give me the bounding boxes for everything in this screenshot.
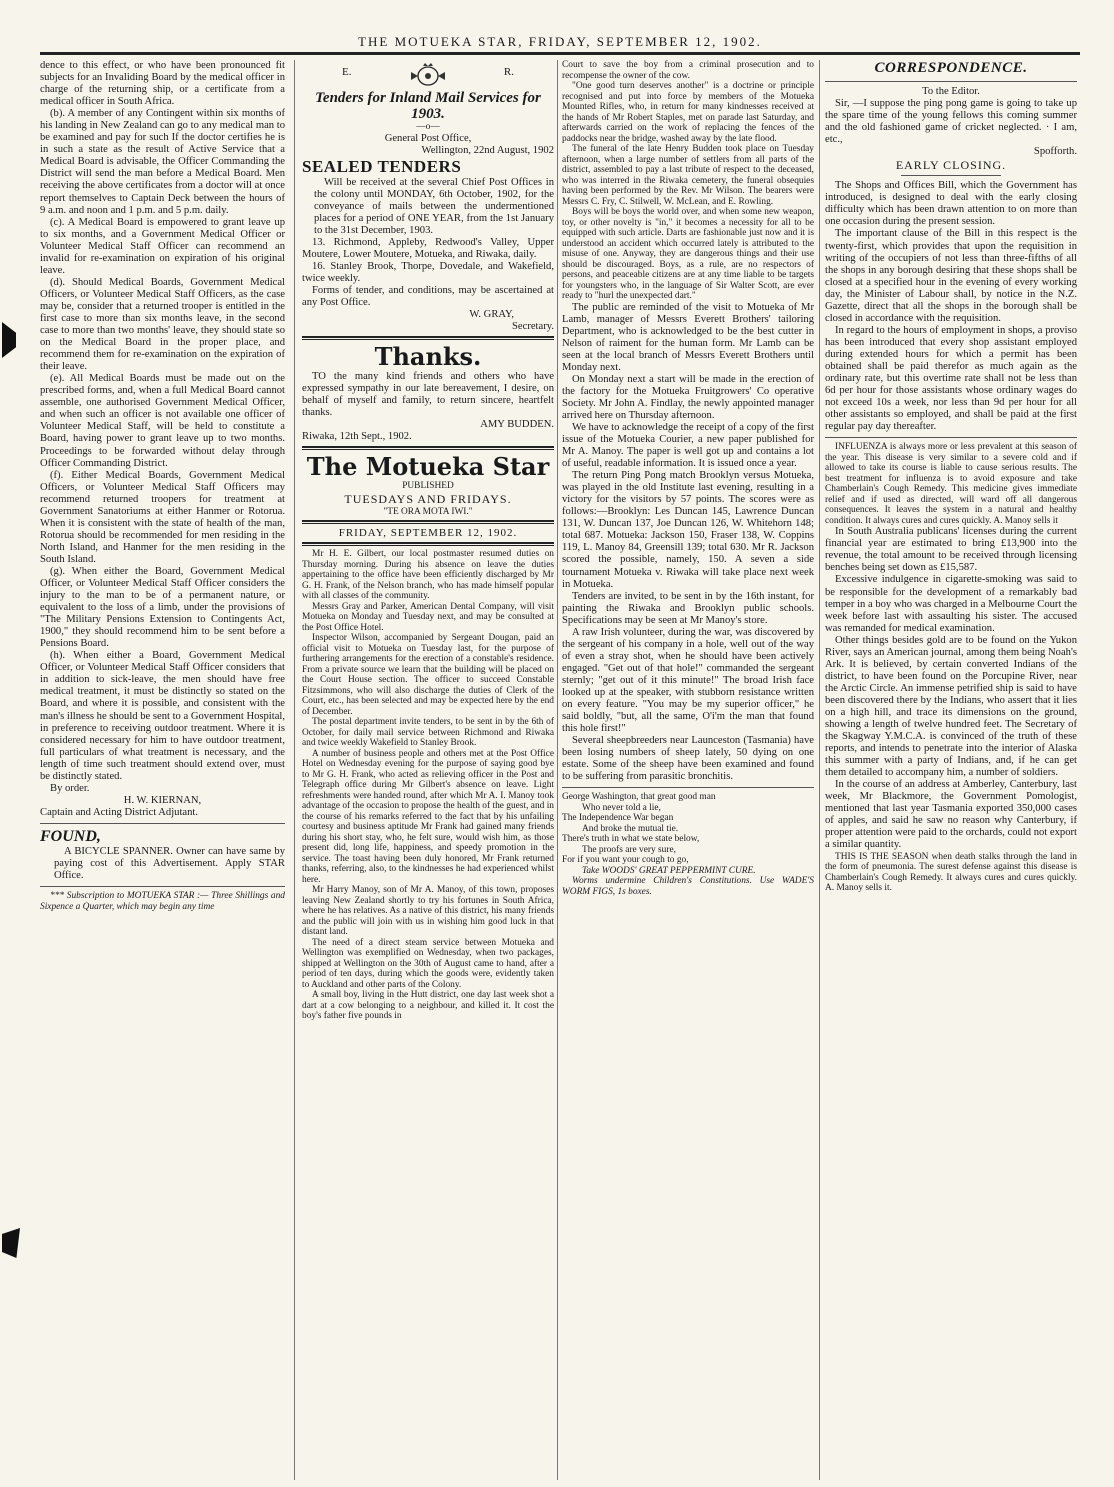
news-paragraph: Mr H. E. Gilbert, our local postmaster resumed duties on Thursday morning. During his absence on leave the duties appertaining to the office have been efficiently discharged by Mr G. H. Frank, of the Nelson branch, who has made himself popular with all classes of the community. bbox=[302, 549, 554, 602]
paper-title: The Motueka Star bbox=[306, 452, 550, 482]
poem-line: George Washington, that great good man bbox=[562, 792, 716, 803]
tender-route-16: 16. Stanley Brook, Thorpe, Dovedale, and Wakefield, twice weekly. bbox=[302, 260, 554, 284]
column-3 bbox=[562, 60, 814, 1480]
divider bbox=[40, 823, 285, 824]
margin-mark bbox=[2, 1228, 20, 1258]
season-ad: THIS IS THE SEASON when death stalks through the land in the form of pneumonia. The surest defense against this disease is Chamberlain's Cough Remedy. It always cures and cures quickly. A. Manoy sells it. bbox=[825, 851, 1077, 894]
article-paragraph: In South Australia publicans' licenses during the current financial year are estimated to bring £13,900 into the revenue, the total amount to be received through licensing benches being set down as £15,587. bbox=[825, 526, 1077, 574]
correspondence-heading: CORRESPONDENCE. bbox=[874, 60, 1028, 76]
article-paragraph: In the course of an address at Amberley, Canterbury, last week, Mr Blackmore, the Government Pomologist, mentioned that last year Tasmania exported 350,000 cases of apples, and said he saw no reason why Canterbury, if proper attention were paid to the orchards, could not export a similar quantity. bbox=[825, 779, 1077, 851]
masthead: THE MOTUEKA STAR, FRIDAY, SEPTEMBER 12, 1902. bbox=[358, 34, 762, 49]
divider bbox=[825, 81, 1077, 82]
worm-figs-ad: Worms undermine Children's Constitutions. Use WADE'S WORM FIGS, 1s boxes. bbox=[562, 876, 814, 897]
news-paragraph: The funeral of the late Henry Budden took place on Tuesday afternoon, when a large number of settlers from all parts of the district, assembled to pay a last tribute of respect to the deceased, who was interred in the Riwaka cemetery, the funeral obsequies having been performed by the Rev. Mr Wilson. The bearers were Messrs C. Fry, C. Stilwell, W. McLean, and E. Rowling. bbox=[562, 144, 814, 207]
news-paragraph: On Monday next a start will be made in the erection of the factory for the Motueka Fruitgrowers' Co operative Society. Mr John A. Findlay, the newly appointed manager arrived here on Thursday afternoon. bbox=[562, 373, 814, 421]
divider bbox=[302, 336, 554, 340]
news-paragraph: "One good turn deserves another" is a doctrine or principle recognised and put into force by members of the Motueka Mounted Rifles, who, in return for many kindnesses received at the hands of Mr Robert Staples, met on parade last Saturday, and afterwards carried on the work of replacing the fences of the paddocks near the bridge, washed away by the late flood. bbox=[562, 81, 814, 144]
poem-line: The Independence War began bbox=[562, 813, 674, 824]
news-paragraph: A number of business people and others met at the Post Office Hotel on Wednesday evening for the purpose of saying good bye to Mr G. H. Frank, who acted as relieving officer in the Post and Telegraph office during Mr Gilbert's absence on leave. Light refreshments were handed round, after which Mr A. I. Manoy took advantage of the occasion to propose the health of the guest, and in the course of his remarks referred to the fact that by his unfailing courtesy and business aptitude Mr Frank had gained many friends during his short stay, who, he felt sure, would wish him, as those present did, long life, happiness, and speedy promotion in the service. The toast having been duly honored, Mr Frank returned thanks, referring, also, to the kindnesses he had experienced whilst here. bbox=[302, 748, 554, 885]
article-paragraph: In regard to the hours of employment in shops, a proviso has been introduced that every shop assistant employed during extended hours for which a permit has been obtained shall be paid therefor as much again as the ordinary rate, but this overtime rate shall not be less than 6d per hour for those assistants whose ordinary wages do not exceed 10s a week, nor less than 9d per hour for all other assistants so employed, and shall be paid at the first regular pay day thereafter. bbox=[825, 324, 1077, 433]
signer-title: Captain and Acting District Adjutant. bbox=[40, 806, 199, 818]
news-paragraph: Inspector Wilson, accompanied by Sergeant Dougan, paid an official visit to Motueka on Tuesday last, for the purpose of furthering arrangements for the erection of a constable's residence. From a private source we learn that the building will be placed on the Court House section. The officer to succeed Constable Fitzsimmons, who will also discharge the duties of Clerk of the Court, etc., has been selected and may be expected here by the end of December. bbox=[302, 633, 554, 717]
article-paragraph: The important clause of the Bill in this respect is the twenty-first, which provides that upon the requisition in writing of the occupiers of not less than three-fifths of all the shops in any borough desiring that these shops shall be closed at a specified hour in the evening of every working day, the Minister of Labour shall, by notice in the N.Z. Gazette, direct that all the shops in the borough shall be closed in accordance with the requisition. bbox=[825, 228, 1077, 324]
divider bbox=[825, 437, 1077, 438]
article-paragraph: Other things besides gold are to be found on the Yukon River, says an American journal, among them being Noah's Ark. It is believed, by certain converted Indians of the district, to have been found on the Porcupine River, near the Arctic Circle. An immense petrified ship is said to have been discovered there by the Indians, who assert that it lies on a high hill, and trace its dimensions on the ground, showing a length of twelve hundred feet. The Secretary of the Skagway Y.M.C.A. is convinced of the truth of these reports, and intends to penetrate into the interior of Alaska this summer with a party of Indians, and, if he can get them detailed to accompany him, a number of soldiers. bbox=[825, 634, 1077, 779]
poem-line: Take WOODS' GREAT PEPPERMINT CURE. bbox=[582, 865, 756, 876]
tender-route-13: 13. Richmond, Appleby, Redwood's Valley, Upper Moutere, Lower Moutere, Motueka, and Riwaka, daily. bbox=[302, 236, 554, 260]
article-paragraph: (d). Should Medical Boards, Government Medical Officers, or Volunteer Medical Staff Officers, as the case may be, consider that a returned trooper is entitled in the first case to more than six months leave, in the second case to more than two months' leave, they should state so on the Medical Board in the proper place, and recommend them for re-examination on the expiration of their leave. bbox=[40, 276, 285, 373]
divider bbox=[302, 520, 554, 524]
column-rule-2 bbox=[557, 60, 558, 1480]
thanks-signer: AMY BUDDEN. bbox=[480, 419, 554, 431]
news-paragraph: The return Ping Pong match Brooklyn versus Motueka, was played in the old Institute last evening, resulting in a victory for the visitors by 57 points. The scores were as follows:—Brooklyn: Les Duncan 145, Lawrence Duncan 131, W. Duncan 137, Joe Duncan 126, W. Whitehorn 148; total 687. Motueka: Jackson 150, Fraser 138, W. Coppins 119, L. Manoy 84, Greensill 139; total 630. Mr R. Jackson scored the possible, namely, 150. A seven a side tournament Motueka v. Riwaka will take place next week in Motueka. bbox=[562, 470, 814, 590]
seal-letter-e: E. bbox=[342, 66, 352, 78]
article-paragraph: (h). When either a Board, Government Medical Officer, or Volunteer Medical Staff Officer considers that in addition to sick-leave, the men should have free medical treatment, it must be distinctly so stated on the Board, and where it is possible, and consistent with the man's illness he should be sent to a Government Hospital, in preference to receiving outdoor treatment. Where it is considered necessary for him to have outdoor treatment, full particulars of what treatment is necessary, and the length of time such treatment should extend over, must be distinctly stated. bbox=[40, 650, 285, 782]
royal-seal bbox=[302, 60, 554, 90]
news-paragraph: Boys will be boys the world over, and when some new weapon, toy, or other novelty is "in," it becomes a necessity for all to be equipped with such article. Darts are fashionable just now and it is understood an accident which occurred lately is attributed to the misuse of one. Anyway, they are dangerous things and their use should be discouraged. Boys, as a rule, are no respectors of persons, and peaceable citizens are at any time liable to be targets for youngsters who, in the language of Sir Walter Scott, are ever ready to "hurl the unexpected dart." bbox=[562, 207, 814, 301]
poem-line: Who never told a lie, bbox=[582, 802, 661, 813]
divider bbox=[901, 175, 1002, 176]
news-paragraph: Court to save the boy from a criminal prosecution and to recompense the owner of the cow. bbox=[562, 60, 814, 81]
news-paragraph: The postal department invite tenders, to be sent in by the 6th of October, for daily mail service between Richmond and Riwaka and twice weekly Wakefield to Stanley Brook. bbox=[302, 717, 554, 749]
publication-days: TUESDAYS AND FRIDAYS. bbox=[344, 491, 512, 506]
column-rule-3 bbox=[819, 60, 820, 1480]
thanks-date: Riwaka, 12th Sept., 1902. bbox=[302, 431, 412, 443]
article-paragraph: Excessive indulgence in cigarette-smoking was said to be responsible for the development of a remarkably bad temper in a boy who was charged in a Melbourne Court the week before last with assaulting his sister. The accused was remanded for medical examination. bbox=[825, 574, 1077, 634]
news-paragraph: The need of a direct steam service between Motueka and Wellington was exemplified on Wednesday, when two packages, shipped at Wellington on the 30th of August came to hand, after a period of ten days, during which the goods were, evidently taken to Auckland and other parts of the Colony. bbox=[302, 937, 554, 990]
seal-letter-r: R. bbox=[503, 66, 514, 78]
divider bbox=[40, 886, 285, 887]
news-paragraph: A small boy, living in the Hutt district, one day last week shot a dart at a cow belonging to a neighbour, and killed it. It cost the boy's father five pounds in bbox=[302, 990, 554, 1022]
news-paragraph: Messrs Gray and Parker, American Dental Company, will visit Motueka on Monday and Tuesday next, and may be consulted at the Post Office Hotel. bbox=[302, 601, 554, 633]
crest-icon bbox=[405, 62, 451, 88]
found-heading: FOUND, bbox=[40, 827, 101, 845]
post-office-label: General Post Office, bbox=[384, 132, 472, 144]
signer-name: H. W. KIERNAN, bbox=[123, 794, 202, 806]
news-paragraph: The public are reminded of the visit to Motueka of Mr Lamb, manager of Messrs Everett Brothers' tailoring Department, who is acknowledged to be the best cutter in Nelson of raiment for the human form. Mr Lamb can be seen at the local branch of Messrs Everett Brothers until Monday next. bbox=[562, 301, 814, 373]
column-rule-1 bbox=[294, 60, 295, 1480]
divider bbox=[302, 446, 554, 450]
issue-date: FRIDAY, SEPTEMBER 12, 1902. bbox=[338, 527, 518, 540]
poem-line: There's truth in what we state below, bbox=[562, 834, 700, 845]
tender-body: Will be received at the several Chief Post Offices in the colony until MONDAY, 6th October, 1902, for the conveyance of mails between the undermentioned places for a period of ONE YEAR, from the 1st January to the 31st December, 1903. bbox=[314, 176, 554, 236]
sealed-tenders-heading: SEALED TENDERS bbox=[302, 156, 462, 176]
tender-forms: Forms of tender, and conditions, may be ascertained at any Post Office. bbox=[302, 285, 554, 309]
article-paragraph: (e). All Medical Boards must be made out on the prescribed forms, and, when a full Medical Board cannot assemble, one authorised Government Medical Officer, and when such an officer is not available one officer of Volunteer Medical Staff, will be held to constitute a Board, having power to grant leave up to two months. Proceedings to be forwarded without delay through Officer Commanding District. bbox=[40, 373, 285, 469]
article-paragraph: (g). When either the Board, Government Medical Officer, or Volunteer Medical Staff Officer considers the injury to the man to be of a permanent nature, or equivalent to the loss of a limb, under the provisions of "The Military Pensions Extension to Contingents Act, 1900," they should recommend him to be sent before a Pensions Board. bbox=[40, 565, 285, 650]
news-paragraph: We have to acknowledge the receipt of a copy of the first issue of the Motueka Courier, a new paper published for Mr A. Manoy. The paper is well got up and contains a lot of useful, readable information. It is issued once a year. bbox=[562, 421, 814, 470]
post-office-date: Wellington, 22nd August, 1902 bbox=[421, 144, 554, 156]
poem-line: And broke the mutual tie. bbox=[582, 823, 679, 834]
tender-signer: W. GRAY, bbox=[469, 309, 514, 321]
news-paragraph: A raw Irish volunteer, during the war, was discovered by the sergeant of his company in a hole, well out of the way of even a stray shot, when he should have been actively engaged. "Get out of that hole!" commanded the sergeant sternly; "get out of it this minute!" The broad Irish face looked up at the speaker, with stubborn resistance written on every feature. "You may be my superior officer," he said boldly, "but, all the same, O'i'm the man that found this hole first!" bbox=[562, 626, 814, 735]
letter-signer: Spofforth. bbox=[1033, 146, 1077, 158]
article-paragraph: (c). A Medical Board is empowered to grant leave up to six months, and a Government Medical Officer or Volunteer Medical Staff Officer can recommend an invalid for re-examination on expiration of his original leave. bbox=[40, 216, 285, 276]
news-paragraph: Tenders are invited, to be sent in by the 16th instant, for painting the Riwaka and Brooklyn public schools. Specifications may be seen at Mr Manoy's store. bbox=[562, 590, 814, 626]
subscription-notice: *** Subscription to MOTUEKA STAR :— Three Shillings and Sixpence a Quarter, which may begin any time bbox=[40, 891, 285, 912]
article-paragraph: (f). Either Medical Boards, Government Medical Officers, or Volunteer Medical Staff Officers may recommend returned troopers for treatment at Government Sanatoriums at either Hanmer or Rotorua. When it is consistent with the state of health of the man, Rotorua should be recommended for men residing in the North Island, and Hanmer for the men residing in the South Island. bbox=[40, 469, 285, 565]
column-1 bbox=[40, 60, 285, 1480]
early-closing-heading: EARLY CLOSING. bbox=[895, 158, 1007, 173]
thanks-heading: Thanks. bbox=[374, 342, 482, 372]
article-paragraph: The Shops and Offices Bill, which the Government has introduced, is designed to deal with the early closing difficulty which has been drawn attention to on more than one occasion during the present session. bbox=[825, 180, 1077, 228]
column-4 bbox=[825, 60, 1077, 1480]
tender-heading: Tenders for Inland Mail Services for 1903. bbox=[315, 90, 541, 122]
tender-signer-title: Secretary. bbox=[512, 321, 554, 333]
poem-line: For if you want your cough to go, bbox=[562, 855, 689, 866]
thanks-body: TO the many kind friends and others who have expressed sympathy in our late bereavement, I desire, on behalf of myself and family, to return sincere, heartfelt thanks. bbox=[302, 371, 554, 419]
news-paragraph: Mr Harry Manoy, son of Mr A. Manoy, of this town, proposes leaving New Zealand shortly to try his fortunes in South Africa, where he has relatives. As a native of this district, his many friends and the public will join with us in wishing him good luck in that distant land. bbox=[302, 885, 554, 938]
separator-mark: —o— bbox=[416, 122, 440, 132]
published-label: PUBLISHED bbox=[402, 481, 454, 492]
article-paragraph: dence to this effect, or who have been pronounced fit subjects for an Invaliding Board by the medical officer in charge of the returning ship, or a certificate from a medical officer in South Africa. bbox=[40, 60, 285, 108]
article-paragraph: (b). A member of any Contingent within six months of his landing in New Zealand can go to any medical man to be examined and pay for such If the doctor certifies he is in such a state as the result of Active Service that a Medical Board is advisable, the Officer Commanding the District will send the man before a Medical Board. Men receiving the above certificates from a doctor will at once report themselves to Captain Deck between the hours of 9 a.m. and noon and 1 p.m. and 5 p.m. daily. bbox=[40, 108, 285, 216]
letter-body: Sir, —I suppose the ping pong game is going to take up the spare time of the young fellows this coming summer and the old fashioned game of cricket neglected. · I am, etc., bbox=[825, 98, 1077, 146]
found-ad: A BICYCLE SPANNER. Owner can have same by paying cost of this Advertisement. Apply STAR Office. bbox=[54, 845, 285, 882]
margin-mark bbox=[2, 322, 16, 358]
divider bbox=[562, 787, 814, 788]
influenza-ad: INFLUENZA is always more or less prevalent at this season of the year. This disease is very similar to a severe cold and if allowed to take its course is liable to cause serious results. The best treatment for influenza is to avoid exposure and take Chamberlain's Cough Remedy. This medicine gives immediate relief and if used as directed, will ward off all dangerous consequences. It leaves the system in a natural and healthy condition. It always cures and cures quickly. A. Manoy sells it bbox=[825, 442, 1077, 526]
poem-line: The proofs are very sure, bbox=[582, 844, 676, 855]
divider bbox=[302, 542, 554, 546]
masthead-rule bbox=[40, 52, 1080, 55]
motto: "TE ORA MOTA IWI." bbox=[383, 506, 473, 517]
news-paragraph: Several sheepbreeders near Launceston (Tasmania) have been losing numbers of sheep lately, 50 dying on one estate. Some of the sheep have been examined and found to be suffering from parasitic bronchitis. bbox=[562, 735, 814, 783]
to-editor: To the Editor. bbox=[922, 86, 980, 97]
by-order: By order. bbox=[50, 782, 90, 794]
column-2 bbox=[302, 60, 554, 1480]
